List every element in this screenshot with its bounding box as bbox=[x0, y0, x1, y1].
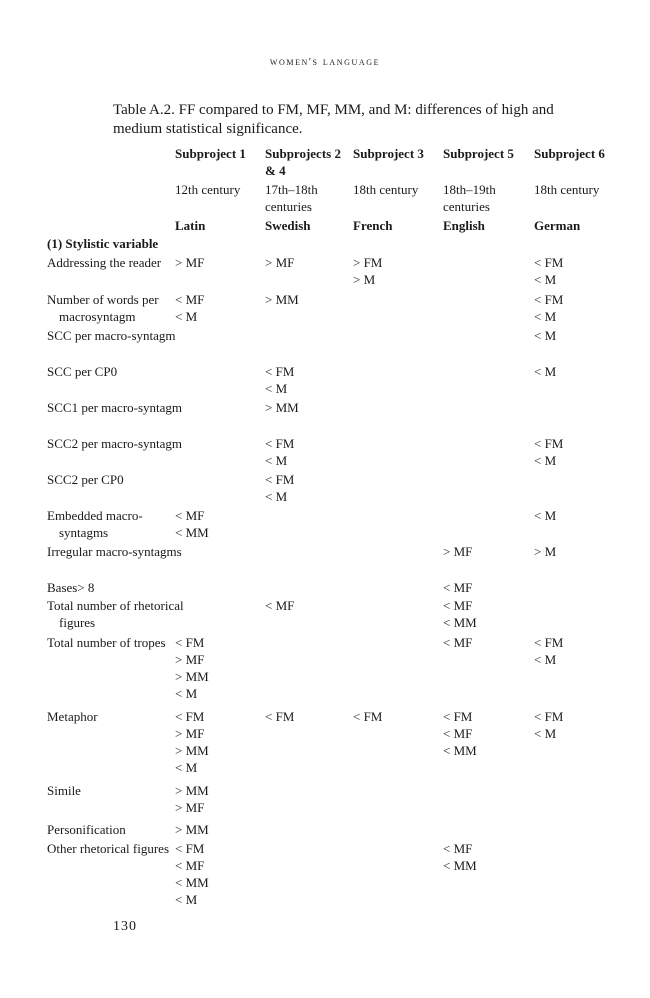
comparison-value: > MF bbox=[175, 255, 205, 270]
comparison-value: < FM bbox=[175, 841, 205, 856]
variable-label: SCC2 per macro-syntagm bbox=[47, 436, 183, 451]
significance-table bbox=[0, 145, 650, 910]
variable-label: Metaphor bbox=[47, 709, 98, 724]
comparison-value: > MF bbox=[265, 255, 295, 270]
table-row bbox=[0, 597, 650, 634]
comparison-value: < MM bbox=[443, 615, 477, 630]
value-cell bbox=[265, 254, 349, 271]
header-row-languages bbox=[0, 217, 650, 235]
comparison-value: < MF bbox=[443, 580, 473, 595]
value-cell bbox=[534, 291, 614, 325]
value-cell bbox=[534, 254, 614, 288]
comparison-value: < FM bbox=[534, 255, 564, 270]
comparison-value: > MF bbox=[175, 800, 205, 815]
comparison-value: > MF bbox=[443, 544, 473, 559]
comparison-value: < M bbox=[534, 272, 557, 287]
variable-label: Embedded macro-syntagms bbox=[47, 508, 143, 540]
col-project: Subproject 5 bbox=[443, 146, 514, 161]
variable-label: Addressing the reader bbox=[47, 255, 162, 270]
value-cell bbox=[175, 634, 261, 702]
col-period: 12th century bbox=[175, 182, 241, 197]
comparison-value: > MM bbox=[175, 822, 209, 837]
comparison-value: < M bbox=[175, 760, 198, 775]
table-row bbox=[0, 291, 650, 327]
col-period: 18th–19th centuries bbox=[443, 182, 496, 214]
comparison-value: < MF bbox=[175, 292, 205, 307]
variable-label: Irregular macro-syntagms bbox=[47, 544, 182, 559]
comparison-value: < M bbox=[534, 508, 557, 523]
comparison-value: > MM bbox=[265, 292, 299, 307]
variable-label: Total number of tropes bbox=[47, 635, 166, 650]
table-row bbox=[0, 507, 650, 543]
comparison-value: < MF bbox=[443, 598, 473, 613]
comparison-value: < M bbox=[534, 726, 557, 741]
comparison-value: < MF bbox=[265, 598, 295, 613]
table-row bbox=[0, 254, 650, 291]
col-language: Swedish bbox=[265, 218, 311, 233]
comparison-value: < MM bbox=[175, 525, 209, 540]
comparison-value: < FM bbox=[175, 709, 205, 724]
comparison-value: > FM bbox=[353, 255, 383, 270]
variable-label: SCC per CP0 bbox=[47, 364, 118, 379]
comparison-value: > M bbox=[353, 272, 376, 287]
table-row bbox=[0, 327, 650, 363]
value-cell bbox=[443, 543, 529, 560]
value-cell bbox=[175, 507, 261, 541]
comparison-value: < M bbox=[265, 381, 288, 396]
variable-label: Bases> 8 bbox=[47, 580, 95, 595]
col-language: French bbox=[353, 218, 393, 233]
comparison-value: < FM bbox=[265, 709, 295, 724]
comparison-value: < MM bbox=[443, 743, 477, 758]
value-cell bbox=[443, 597, 529, 631]
table-row bbox=[0, 399, 650, 435]
comparison-value: < FM bbox=[353, 709, 383, 724]
value-cell bbox=[534, 507, 614, 524]
col-project: Subproject 6 bbox=[534, 146, 605, 161]
variable-label: SCC per macro-syntagm bbox=[47, 328, 176, 343]
value-cell bbox=[534, 543, 614, 560]
value-cell bbox=[443, 579, 529, 596]
comparison-value: < FM bbox=[265, 472, 295, 487]
comparison-value: > MF bbox=[175, 726, 205, 741]
comparison-value: < MF bbox=[443, 635, 473, 650]
comparison-value: < FM bbox=[534, 436, 564, 451]
page-number: 130 bbox=[113, 919, 137, 934]
comparison-value: > MM bbox=[175, 669, 209, 684]
value-cell bbox=[353, 708, 439, 725]
variable-label: Personification bbox=[47, 822, 126, 837]
comparison-value: < MM bbox=[175, 875, 209, 890]
col-language: German bbox=[534, 218, 581, 233]
value-cell bbox=[534, 634, 614, 668]
value-cell bbox=[534, 435, 614, 469]
table-row bbox=[0, 543, 650, 579]
value-cell bbox=[265, 708, 349, 725]
value-cell bbox=[265, 597, 349, 614]
table-row bbox=[0, 634, 650, 708]
value-cell bbox=[175, 291, 261, 325]
comparison-value: > MM bbox=[175, 783, 209, 798]
comparison-value: < FM bbox=[534, 635, 564, 650]
comparison-value: < FM bbox=[443, 709, 473, 724]
table-caption: Table A.2. FF compared to FM, MF, MM, and M: differences of high and medium statistical significance. bbox=[113, 102, 554, 137]
variable-label: SCC1 per macro-syntagm bbox=[47, 400, 183, 415]
table-row bbox=[0, 821, 650, 840]
col-period: 17th–18th centuries bbox=[265, 182, 318, 214]
col-period: 18th century bbox=[353, 182, 419, 197]
comparison-value: > MM bbox=[265, 400, 299, 415]
table-body bbox=[0, 254, 650, 910]
comparison-value: < M bbox=[175, 309, 198, 324]
value-cell bbox=[353, 254, 439, 288]
table-row bbox=[0, 471, 650, 507]
col-language: English bbox=[443, 218, 485, 233]
value-cell bbox=[534, 708, 614, 742]
running-header: women's language bbox=[269, 56, 381, 68]
comparison-value: < M bbox=[175, 892, 198, 907]
table-row bbox=[0, 708, 650, 782]
comparison-value: < MF bbox=[443, 726, 473, 741]
comparison-value: > MM bbox=[175, 743, 209, 758]
comparison-value: < MF bbox=[175, 508, 205, 523]
table-row bbox=[0, 782, 650, 821]
col-period: 18th century bbox=[534, 182, 600, 197]
comparison-value: < FM bbox=[534, 709, 564, 724]
value-cell bbox=[265, 471, 349, 505]
comparison-value: < MF bbox=[175, 858, 205, 873]
variable-label: Other rhetorical figures bbox=[47, 841, 170, 856]
col-project: Subproject 3 bbox=[353, 146, 424, 161]
col-project: Subproject 1 bbox=[175, 146, 246, 161]
header-row-periods bbox=[0, 181, 650, 217]
variable-label: Number of words per macrosyntagm bbox=[47, 292, 159, 324]
value-cell bbox=[175, 821, 261, 838]
value-cell bbox=[534, 327, 614, 344]
comparison-value: < MF bbox=[443, 841, 473, 856]
comparison-value: < FM bbox=[265, 364, 295, 379]
comparison-value: < MM bbox=[443, 858, 477, 873]
comparison-value: > M bbox=[534, 544, 557, 559]
value-cell bbox=[534, 363, 614, 380]
table-row bbox=[0, 363, 650, 399]
section-row bbox=[0, 235, 650, 254]
col-language: Latin bbox=[175, 218, 206, 233]
header-row-projects bbox=[0, 145, 650, 181]
table-row bbox=[0, 840, 650, 910]
table-row bbox=[0, 579, 650, 597]
value-cell bbox=[443, 840, 529, 874]
variable-label: Total number of rhetorical figures bbox=[47, 598, 184, 630]
value-cell bbox=[443, 634, 529, 651]
comparison-value: < FM bbox=[534, 292, 564, 307]
comparison-value: < FM bbox=[175, 635, 205, 650]
comparison-value: < M bbox=[534, 309, 557, 324]
comparison-value: < M bbox=[534, 652, 557, 667]
table-row bbox=[0, 435, 650, 471]
value-cell bbox=[175, 840, 261, 908]
value-cell bbox=[265, 399, 349, 416]
col-project: Subprojects 2 & 4 bbox=[265, 146, 341, 178]
comparison-value: > MF bbox=[175, 652, 205, 667]
value-cell bbox=[175, 782, 261, 816]
comparison-value: < M bbox=[534, 453, 557, 468]
value-cell bbox=[175, 708, 261, 776]
comparison-value: < M bbox=[175, 686, 198, 701]
comparison-value: < M bbox=[265, 489, 288, 504]
value-cell bbox=[265, 291, 349, 308]
variable-label: Simile bbox=[47, 783, 81, 798]
value-cell bbox=[265, 363, 349, 397]
section-title: (1) Stylistic variable bbox=[47, 236, 159, 251]
value-cell bbox=[265, 435, 349, 469]
comparison-value: < FM bbox=[265, 436, 295, 451]
comparison-value: < M bbox=[265, 453, 288, 468]
comparison-value: < M bbox=[534, 328, 557, 343]
comparison-value: < M bbox=[534, 364, 557, 379]
value-cell bbox=[443, 708, 529, 759]
variable-label: SCC2 per CP0 bbox=[47, 472, 124, 487]
value-cell bbox=[175, 254, 261, 271]
